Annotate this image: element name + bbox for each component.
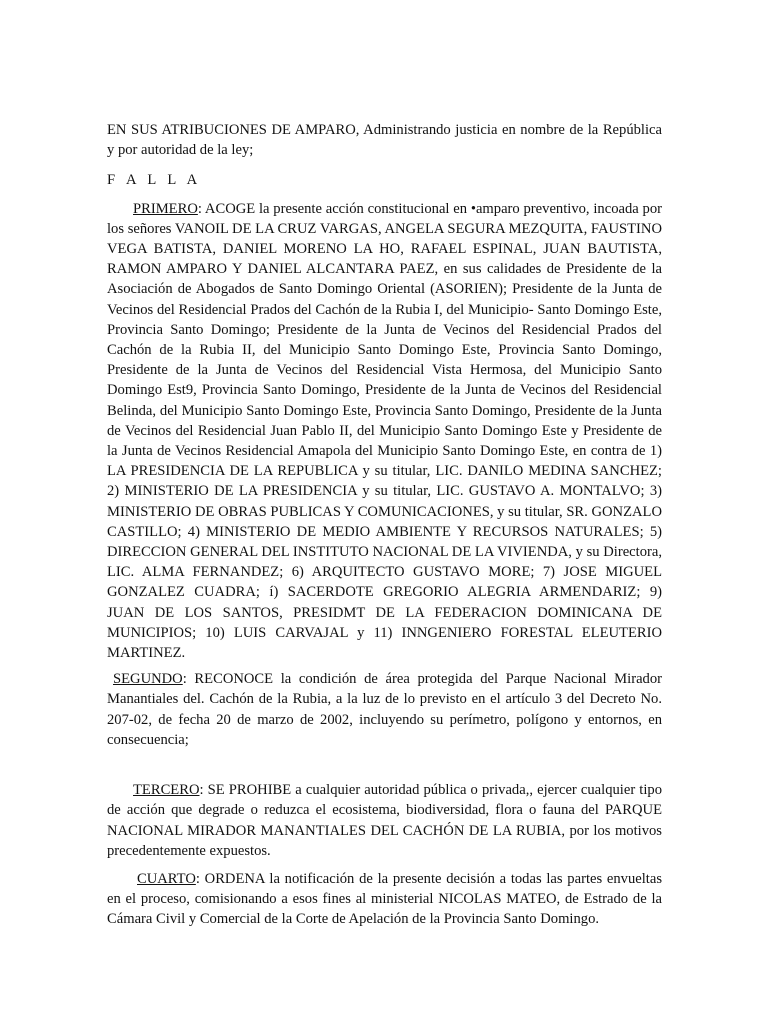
tercero-paragraph xyxy=(107,780,662,861)
cuarto-text: : ORDENA la notificación de la presente decisión a todas las partes envueltas en el proceso, comisionando a esos fines al ministerial NICOLAS MATEO, de Estrado de la Cámara Civil y Comercial de la Corte de Apelación de la Provincia Santo Domingo. xyxy=(107,870,662,928)
document-body xyxy=(107,120,662,930)
primero-text: : ACOGE la presente acción constitucional en •amparo preventivo, incoada por los señores VANOIL DE LA CRUZ VARGAS, ANGELA SEGURA MEZQUITA, FAUSTINO VEGA BATISTA, DANIEL MORENO LA HO, RAFAEL ESPINAL, JUAN BAUTISTA, RAMON AMPARO Y DANIEL ALCANTARA PAEZ, en sus calidades de Presidente de la Asociación de Abogados de Santo Domingo Oriental (ASORIEN); Presidente de la Junta de Vecinos del Residencial Prados del Cachón de la Rubia I, del Municipio- Santo Domingo Este, Provincia Santo Domingo; Presidente de la Junta de Vecinos del Residencial Prados del Cachón de la Rubia II, del Municipio Santo Domingo Este, Provincia Santo Domingo, Presidente de la Junta de Vecinos del Residencial Vista Hermosa, del Municipio Santo Domingo Est9, Provincia Santo Domingo, Presidente de la Junta de Vecinos del Residencial Belinda, del Municipio Santo Domingo Este, Provincia Santo Domingo, Presidente de la Junta de Vecinos del Residencial Juan Pablo II, del Municipio Santo Domingo Este y Presidente de la Junta de Vecinos Residencial Amapola del Municipio Santo Domingo Este, en contra de 1) LA PRESIDENCIA DE LA REPUBLICA y su titular, LIC. DANILO MEDINA SANCHEZ; 2) MINISTERIO DE LA PRESIDENCIA y su titular, LIC. GUSTAVO A. MONTALVO; 3) MINISTERIO DE OBRAS PUBLICAS Y COMUNICACIONES, y su titular, SR. GONZALO CASTILLO; 4) MINISTERIO DE MEDIO AMBIENTE Y RECURSOS NATURALES; 5) DIRECCION GENERAL DEL INSTITUTO NACIONAL DE LA VIVIENDA, y su Directora, LIC. ALMA FERNANDEZ; 6) ARQUITECTO GUSTAVO MORE; 7) JOSE MIGUEL GONZALEZ CUADRA; í) SACERDOTE GREGORIO ALEGRIA ARMENDARIZ; 9) JUAN DE LOS SANTOS, PRESIDMT DE LA FEDERACION DOMINICANA DE MUNICIPIOS; 10) LUIS CARVAJAL y 11) INNGENIERO FORESTAL ELEUTERIO MARTINEZ. xyxy=(107,200,662,662)
tercero-text: : SE PROHIBE a cualquier autoridad pública o privada,, ejercer cualquier tipo de acción que degrade o reduzca el ecosistema, biodiversidad, flora o fauna del PARQUE NACIONAL MIRADOR MANANTIALES DEL CACHÓN DE LA RUBIA, por los motivos precedentemente expuestos. xyxy=(107,782,662,859)
segundo-label: SEGUNDO xyxy=(113,671,183,688)
falla-text: F A L L A xyxy=(107,172,202,189)
falla-heading xyxy=(107,170,662,190)
intro-text: EN SUS ATRIBUCIONES DE AMPARO, Administrando justicia en nombre de la República y por autoridad de la ley; xyxy=(107,122,662,159)
segundo-text: : RECONOCE la condición de área protegida del Parque Nacional Mirador Manantiales del. Cachón de la Rubia, a la luz de lo previsto en el artículo 3 del Decreto No. 207-02, de fecha 20 de marzo de 2002, incluyendo su perímetro, polígono y entornos, en consecuencia; xyxy=(107,671,662,748)
cuarto-label: CUARTO xyxy=(137,870,196,887)
tercero-label: TERCERO xyxy=(133,782,200,799)
primero-label: PRIMERO xyxy=(133,200,198,217)
cuarto-paragraph xyxy=(107,869,662,930)
segundo-paragraph xyxy=(107,669,662,750)
primero-paragraph xyxy=(107,199,662,664)
intro-paragraph xyxy=(107,120,662,160)
